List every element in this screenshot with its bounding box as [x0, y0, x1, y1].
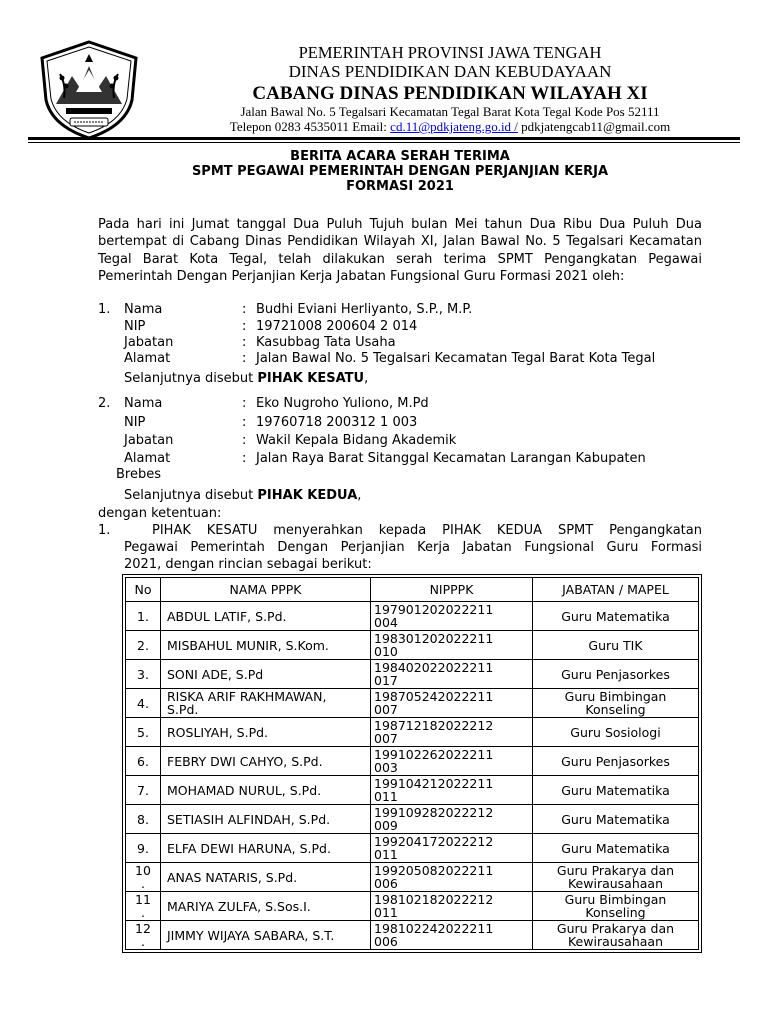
colon: : [242, 433, 247, 448]
table-row [126, 805, 699, 834]
cell-jabatan-text: Kewirausahaan [567, 934, 664, 949]
document-title: BERITA ACARA SERAH TERIMA [290, 149, 510, 164]
header-nama: NAMA PPPK [161, 578, 371, 602]
cell-jabatan [533, 718, 699, 747]
party2-jabatan: Wakil Kepala Bidang Akademik [256, 433, 457, 448]
party1-jabatan-label: Jabatan [124, 335, 174, 350]
party2-nama: Eko Nugroho Yuliono, M.Pd [256, 396, 429, 411]
cell-nipppk-text: 006 [374, 934, 398, 949]
colon: : [242, 351, 247, 366]
cell-no [126, 834, 161, 863]
cell-nipppk [371, 660, 533, 689]
cell-jabatan [533, 776, 699, 805]
cell-no [126, 718, 161, 747]
table-row [126, 863, 699, 892]
cell-no [126, 892, 161, 921]
cell-nama [161, 718, 371, 747]
cell-jabatan-text: Guru Matematika [561, 608, 670, 624]
cell-nipppk-text: 198712182022212 [374, 718, 494, 733]
cell-no [126, 660, 161, 689]
cell-nipppk-text: 198402022022211 [374, 660, 494, 675]
party2-number: 2. [98, 396, 111, 411]
header-no: No [126, 578, 161, 602]
cell-nipppk-text: 007 [374, 702, 398, 717]
cell-nipppk-text: 199204172022212 [374, 834, 494, 849]
cell-nama-text: JIMMY WIJAYA SABARA, S.T. [167, 927, 335, 943]
cell-no [126, 602, 161, 631]
colon: : [242, 302, 247, 317]
party1-nip-label: NIP [124, 319, 146, 334]
colon: : [242, 319, 247, 334]
party2-alamat-label: Alamat [124, 451, 171, 466]
cell-no-text: 6. [137, 753, 149, 769]
cell-nipppk-text: 011 [374, 905, 398, 920]
provision1-number: 1. [98, 523, 111, 538]
cell-jabatan [533, 805, 699, 834]
cell-jabatan-text: Guru Matematika [561, 782, 670, 798]
table-body [126, 602, 699, 950]
cell-jabatan [533, 921, 699, 950]
cell-nipppk-text: 011 [374, 847, 398, 862]
cell-nipppk-text: 197901202022211 [374, 602, 494, 617]
cell-jabatan-text: Guru Penjasorkes [561, 753, 670, 769]
cell-nipppk [371, 602, 533, 631]
party1-number: 1. [98, 302, 111, 317]
provision1-line3: 2021, dengan rincian sebagai berikut: [124, 557, 372, 572]
referred-suffix: , [364, 371, 369, 386]
cell-nipppk-text: 010 [374, 644, 398, 659]
party1-designation: PIHAK KESATU [257, 371, 365, 386]
contact-gmail: pdkjatengcab11@gmail.com [517, 119, 671, 134]
intro-paragraph: Pada hari ini Jumat tanggal Dua Puluh Tujuh bulan Mei tahun Dua Ribu Dua Puluh Dua bertempat di Cabang Dinas Pendidikan Wilayah XI, Jalan Bawal No. 5 Tegalsari Kecamatan Tegal Barat Kota Tegal, telah dilakukan serah terima SPMT Pengangkatan Pegawai Pemerintah Dengan Perjanjian Kerja Jabatan Fungsional Guru Formasi 2021 oleh: [98, 217, 702, 285]
letterhead-contact [148, 119, 752, 134]
letterhead-address: Jalan Bawal No. 5 Tegalsari Kecamatan Tegal Barat Kota Tegal Kode Pos 52111 [240, 104, 660, 119]
referred-prefix: Selanjutnya disebut [124, 371, 258, 386]
referred-suffix: , [357, 488, 362, 503]
cell-nipppk [371, 689, 533, 718]
letterhead-rule-thin [28, 142, 740, 143]
cell-no [126, 776, 161, 805]
table-row [126, 892, 699, 921]
email-link[interactable]: cd.11@pdkjateng.go.id / [390, 119, 518, 134]
cell-nipppk [371, 805, 533, 834]
party1-referred [124, 370, 368, 387]
cell-nama [161, 892, 371, 921]
table-row [126, 718, 699, 747]
party1-alamat-label: Alamat [124, 351, 171, 366]
cell-nama-text: MISBAHUL MUNIR, S.Kom. [167, 637, 329, 653]
cell-jabatan [533, 747, 699, 776]
letterhead-department: DINAS PENDIDIKAN DAN KEBUDAYAAN [288, 62, 612, 81]
party2-jabatan-label: Jabatan [124, 433, 174, 448]
colon: : [242, 335, 247, 350]
cell-nama [161, 863, 371, 892]
cell-nipppk [371, 631, 533, 660]
table-row [126, 834, 699, 863]
colon: : [242, 415, 247, 430]
table-row [126, 660, 699, 689]
header-jabatan: JABATAN / MAPEL [533, 578, 699, 602]
cell-jabatan [533, 834, 699, 863]
cell-no [126, 863, 161, 892]
cell-nipppk-text: 009 [374, 818, 398, 833]
cell-jabatan [533, 863, 699, 892]
cell-nama [161, 921, 371, 950]
cell-jabatan-text: Guru Bimbingan [564, 892, 667, 907]
cell-no [126, 689, 161, 718]
cell-nama-text: SETIASIH ALFINDAH, S.Pd. [167, 811, 331, 827]
party2-referred [124, 487, 361, 504]
cell-nama [161, 602, 371, 631]
cell-nama [161, 834, 371, 863]
jawa-tengah-logo [36, 40, 142, 140]
table-row [126, 776, 699, 805]
cell-no [126, 805, 161, 834]
party1-jabatan: Kasubbag Tata Usaha [256, 335, 396, 350]
cell-jabatan [533, 892, 699, 921]
party2-alamat: Jalan Raya Barat Sitanggal Kecamatan Larangan Kabupaten [256, 451, 646, 466]
cell-jabatan [533, 689, 699, 718]
document-subtitle: SPMT PEGAWAI PEMERINTAH DENGAN PERJANJIAN KERJA [191, 164, 609, 179]
cell-jabatan-text: Konseling [585, 702, 646, 717]
party1-nip: 19721008 200604 2 014 [256, 319, 418, 334]
cell-jabatan-text: Guru Prakarya dan [556, 921, 675, 936]
cell-nipppk-text: 007 [374, 731, 398, 746]
cell-nipppk [371, 892, 533, 921]
party2-nip-label: NIP [124, 415, 146, 430]
cell-jabatan-text: Guru TIK [588, 637, 643, 653]
table-row [126, 747, 699, 776]
cell-nama-text: SONI ADE, S.Pd [167, 666, 264, 682]
colon: : [242, 396, 247, 411]
cell-jabatan-text: Konseling [585, 905, 646, 920]
table-header-row [126, 578, 699, 602]
cell-jabatan-text: Guru Matematika [561, 840, 670, 856]
party2-designation: PIHAK KEDUA [257, 488, 358, 503]
provision1-line1: PIHAK KESATU menyerahkan kepada PIHAK KEDUA SPMT Pengangkatan [152, 523, 702, 538]
cell-nama-text: ABDUL LATIF, S.Pd. [167, 608, 287, 624]
cell-nipppk-text: 199104212022211 [374, 776, 494, 791]
cell-nama-text: ELFA DEWI HARUNA, S.Pd. [167, 840, 331, 856]
cell-nama-text: MARIYA ZULFA, S.Sos.I. [167, 898, 311, 914]
letterhead-province: PEMERINTAH PROVINSI JAWA TENGAH [298, 43, 602, 62]
cell-nipppk-text: 198102242022211 [374, 921, 494, 936]
cell-nipppk [371, 776, 533, 805]
table-row [126, 602, 699, 631]
cell-jabatan [533, 602, 699, 631]
provisions-intro: dengan ketentuan: [98, 506, 222, 521]
cell-nama [161, 776, 371, 805]
cell-nama [161, 805, 371, 834]
cell-nipppk-text: 004 [374, 615, 398, 630]
header-nipppk: NIPPPK [371, 578, 533, 602]
table-row [126, 631, 699, 660]
cell-jabatan [533, 631, 699, 660]
cell-jabatan-text: Guru Sosiologi [570, 724, 661, 740]
cell-jabatan-text: Kewirausahaan [567, 876, 664, 891]
cell-no-text: 10 [135, 863, 151, 878]
cell-nipppk [371, 747, 533, 776]
cell-nipppk-text: 011 [374, 789, 398, 804]
cell-jabatan-text: Guru Bimbingan [564, 689, 667, 704]
cell-nipppk [371, 718, 533, 747]
cell-nama-text: ROSLIYAH, S.Pd. [167, 724, 269, 740]
cell-no-text: . [141, 876, 145, 891]
cell-no-text: 1. [137, 608, 149, 624]
cell-no-text: 9. [137, 840, 149, 856]
party1-nama: Budhi Eviani Herliyanto, S.P., M.P. [256, 302, 473, 317]
cell-jabatan-text: Guru Penjasorkes [561, 666, 670, 682]
pppk-table [125, 577, 699, 950]
cell-nipppk-text: 199102262022211 [374, 747, 494, 762]
cell-nipppk-text: 017 [374, 673, 398, 688]
cell-nama-text: ANAS NATARIS, S.Pd. [167, 869, 298, 885]
colon: : [242, 451, 247, 466]
cell-nama [161, 747, 371, 776]
cell-nipppk-text: 198301202022211 [374, 631, 494, 646]
letterhead-rule-thick [28, 137, 740, 140]
cell-nama [161, 660, 371, 689]
cell-nipppk [371, 921, 533, 950]
cell-nipppk-text: 199205082022211 [374, 863, 494, 878]
letterhead-branch: CABANG DINAS PENDIDIKAN WILAYAH XI [252, 83, 648, 104]
cell-jabatan [533, 660, 699, 689]
cell-jabatan-text: Guru Prakarya dan [556, 863, 675, 878]
cell-no-text: 4. [137, 695, 149, 711]
cell-nama-text: FEBRY DWI CAHYO, S.Pd. [167, 753, 323, 769]
cell-no [126, 631, 161, 660]
cell-nama-text: MOHAMAD NURUL, S.Pd. [167, 782, 322, 798]
party2-nama-label: Nama [124, 396, 163, 411]
cell-nipppk-text: 199109282022212 [374, 805, 494, 820]
table-row [126, 921, 699, 950]
cell-nama-text: S.Pd. [167, 702, 199, 717]
party2-nip: 19760718 200312 1 003 [256, 415, 418, 430]
table-row [126, 689, 699, 718]
cell-no-text: 2. [137, 637, 149, 653]
cell-no-text: . [141, 905, 145, 920]
cell-no-text: 8. [137, 811, 149, 827]
provision1-line2: Pegawai Pemerintah Dengan Perjanjian Kerja Jabatan Fungsional Guru Formasi [124, 540, 702, 555]
party1-nama-label: Nama [124, 302, 163, 317]
cell-no [126, 747, 161, 776]
cell-nipppk-text: 198102182022212 [374, 892, 494, 907]
cell-nipppk-text: 003 [374, 760, 398, 775]
cell-nipppk-text: 198705242022211 [374, 689, 494, 704]
cell-no-text: 11 [135, 892, 151, 907]
cell-nipppk-text: 006 [374, 876, 398, 891]
cell-no-text: 3. [137, 666, 149, 682]
cell-jabatan-text: Guru Matematika [561, 811, 670, 827]
cell-no-text: 5. [137, 724, 149, 740]
cell-no-text: 7. [137, 782, 149, 798]
cell-nama-text: RISKA ARIF RAKHMAWAN, [167, 689, 327, 704]
cell-no-text: . [141, 934, 145, 949]
cell-nama [161, 631, 371, 660]
referred-prefix: Selanjutnya disebut [124, 488, 258, 503]
party2-alamat-continued: Brebes [116, 467, 161, 482]
party1-alamat: Jalan Bawal No. 5 Tegalsari Kecamatan Tegal Barat Kota Tegal [256, 351, 656, 366]
cell-no [126, 921, 161, 950]
document-subtitle-year: FORMASI 2021 [346, 179, 454, 194]
cell-nipppk [371, 834, 533, 863]
cell-no-text: 12 [135, 921, 151, 936]
contact-phone: Telepon 0283 4535011 Email: [229, 119, 391, 134]
cell-nama [161, 689, 371, 718]
cell-nipppk [371, 863, 533, 892]
